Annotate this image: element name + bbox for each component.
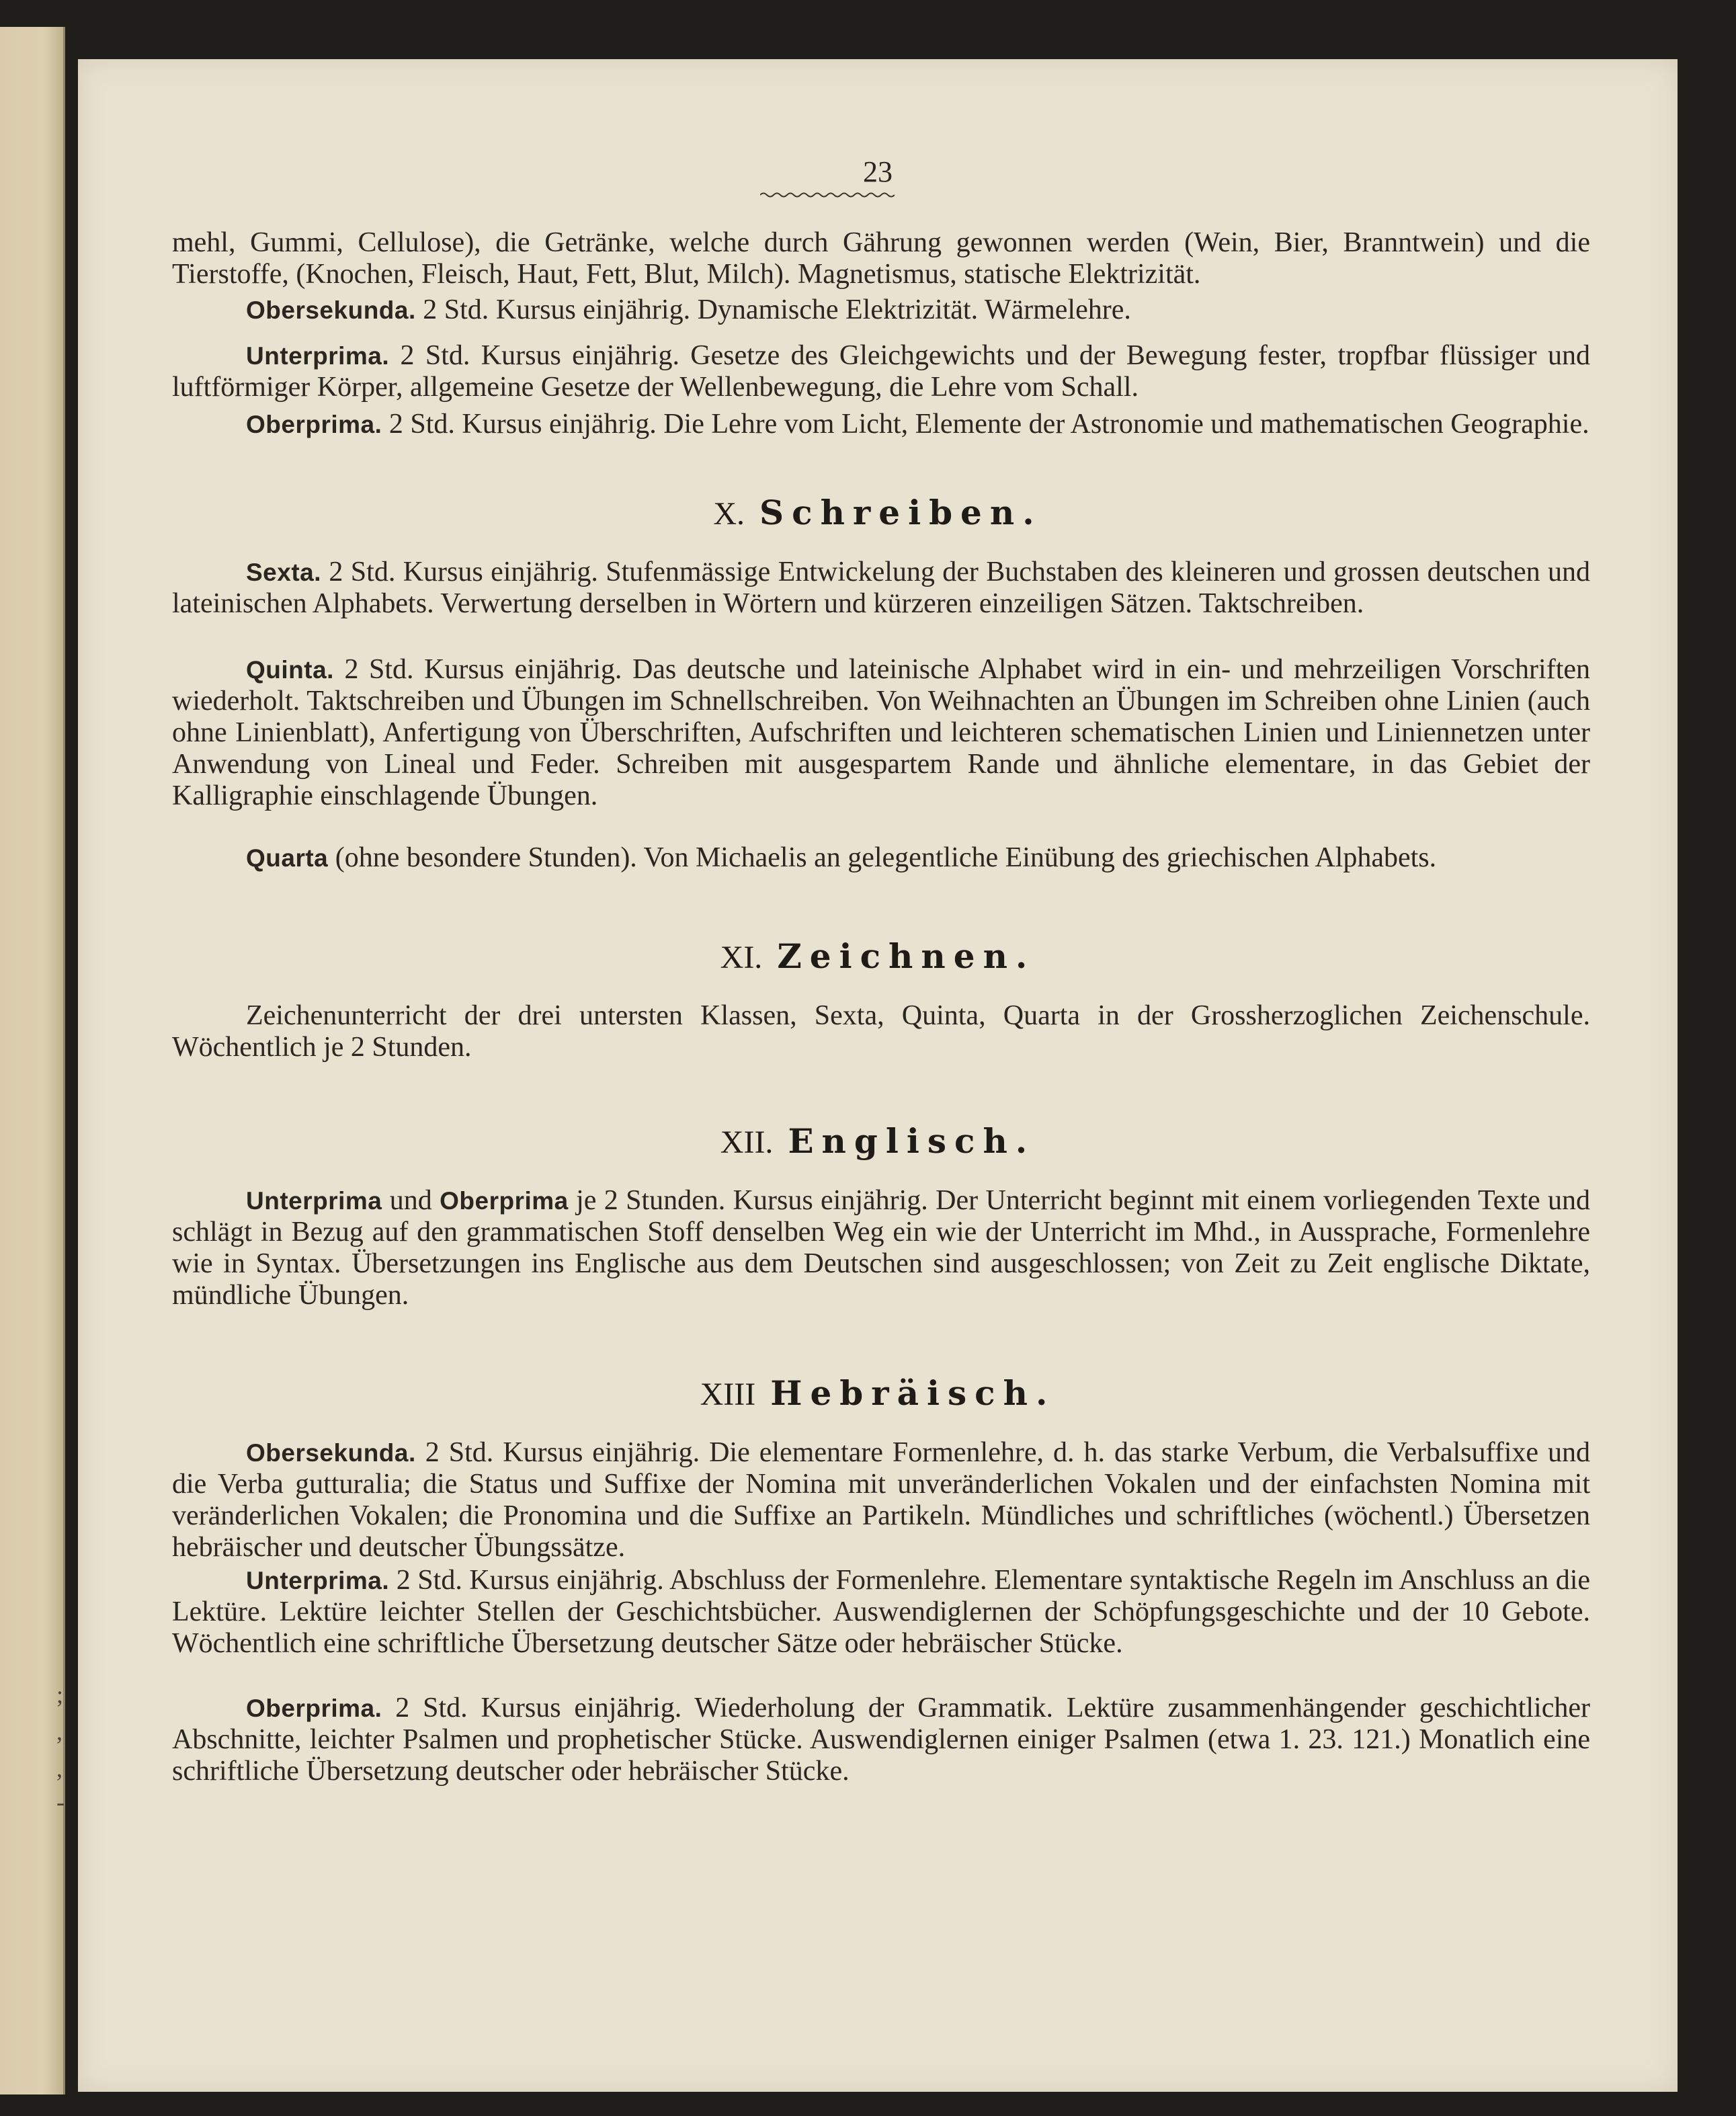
schreiben-quinta <box>172 654 1590 812</box>
section-number: XIII <box>700 1377 756 1412</box>
paragraph-text: 2 Std. Kursus einjährig. Das deutsche und lateinische Alphabet wird in ein- und mehrzeiligen Vorschriften wiederholt. Taktschreiben und Übungen im Schnellschreiben. Von Weihnachten an Übungen im Schreiben ohne Linien (auch ohne Linienblatt), Anfertigung von Überschriften, Aufschriften und leichteren schematischen Linien und Liniennetzen unter Anwendung von Lineal und Feder. Schreiben mit ausgespartem Rande und ähnliche elementare, in das Gebiet der Kalligraphie einschlagende Übungen. <box>172 654 1591 811</box>
class-label: Unterprima. <box>246 1567 390 1594</box>
paragraph-text: 2 Std. Kursus einjährig. Dynamische Elektrizität. Wärmelehre. <box>423 294 1131 325</box>
hebraeisch-oberprima <box>172 1693 1590 1787</box>
section-number: X. <box>713 496 745 532</box>
paragraph-text: 2 Std. Kursus einjährig. Stufenmässige Entwickelung der Buchstaben des kleineren und grossen deutschen und lateinischen Alphabets. Verwertung derselben in Wörtern und kürzeren einzeiligen Sätzen. Taktschreiben. <box>172 557 1591 619</box>
paragraph-text: je 2 Stunden. Kursus einjährig. Der Unterricht beginnt mit einem vorliegenden Texte und schlägt in Bezug auf den grammatischen Stoff denselben Weg ein wie der Unterricht im Mhd., in Aussprache, Formenlehre wie in Syntax. Übersetzungen ins Englische aus dem Deutschen sind ausgeschlossen; von Zeit zu Zeit englische Diktate, mündliche Übungen. <box>172 1185 1590 1311</box>
section-number: XI. <box>720 940 763 975</box>
zeichnen-paragraph: Zeichenunterricht der drei untersten Klassen, Sexta, Quinta, Quarta in der Grossherzoglichen Zeichenschule. Wöchentlich je 2 Stunden. <box>172 1000 1590 1063</box>
class-label: Quinta. <box>246 656 334 684</box>
physik-unterprima <box>172 340 1590 403</box>
class-label: Unterprima <box>246 1187 382 1215</box>
physik-oberprima <box>172 409 1590 440</box>
margin-mark: , <box>56 1755 63 1782</box>
margin-mark: , <box>56 1718 63 1745</box>
paragraph-text: (ohne besondere Stunden). Von Michaelis an gelegentliche Einübung des griechischen Alphabets. <box>335 842 1437 873</box>
connector-word: und <box>389 1185 432 1216</box>
section-title: Schreiben. <box>759 493 1042 532</box>
section-heading-hebraeisch <box>78 1373 1678 1413</box>
englisch-paragraph <box>172 1185 1590 1311</box>
section-heading-zeichnen <box>78 936 1678 976</box>
hebraeisch-unterprima <box>172 1565 1590 1660</box>
intro-paragraph: mehl, Gummi, Cellulose), die Getränke, welche durch Gährung gewonnen werden (Wein, Bier, Branntwein) und die Tierstoffe, (Knochen, Fleisch, Haut, Fett, Blut, Milch). Magnetismus, statische Elektrizität. <box>172 227 1590 290</box>
paragraph-text: 2 Std. Kursus einjährig. Wiederholung der Grammatik. Lektüre zusammenhängender geschichtlicher Abschnitte, leichter Psalmen und prophetischer Stücke. Auswendiglernen einiger Psalmen (etwa 1. 23. 121.) Monatlich eine schriftliche Übersetzung deutscher oder hebräischer Stücke. <box>172 1693 1590 1787</box>
ornament-rule <box>760 190 895 200</box>
section-number: XII. <box>720 1125 774 1160</box>
section-title: Zeichnen. <box>777 936 1036 976</box>
section-title: Hebräisch. <box>770 1373 1056 1413</box>
class-label: Oberprima. <box>246 411 382 438</box>
class-label: Obersekunda. <box>246 296 416 324</box>
page-number: 23 <box>863 155 893 188</box>
section-title: Englisch. <box>788 1121 1036 1161</box>
class-label: Unterprima. <box>246 342 390 370</box>
schreiben-sexta <box>172 557 1590 620</box>
paragraph-text: 2 Std. Kursus einjährig. Die elementare Formenlehre, d. h. das starke Verbum, die Verbalsuffixe und die Verba gutturalia; die Status und Suffixe der Nomina mit unveränderlichen Vokalen und der einfachsten Nomina mit veränderlichen Vokalen; die Pronomina und die Suffixe an Partikeln. Mündliches und schriftliches (wöchentl.) Übersetzen hebräischer und deutscher Übungssätze. <box>172 1437 1591 1563</box>
book-page <box>78 59 1678 2092</box>
paragraph-text: 2 Std. Kursus einjährig. Gesetze des Gleichgewichts und der Bewegung fester, tropfbar flüssiger und luftförmiger Körper, allgemeine Gesetze der Wellenbewegung, die Lehre vom Schall. <box>172 340 1591 403</box>
section-heading-englisch <box>78 1121 1678 1161</box>
class-label: Obersekunda. <box>246 1439 416 1467</box>
paragraph-text: 2 Std. Kursus einjährig. Abschluss der Formenlehre. Elementare syntaktische Regeln im Anschluss an die Lektüre. Lektüre leichter Stellen der Geschichtsbücher. Auswendiglernen der Schöpfungsgeschichte und der 10 Gebote. Wöchentlich eine schriftliche Übersetzung deutscher Sätze oder hebräischer Stücke. <box>172 1565 1591 1659</box>
section-heading-schreiben <box>78 493 1678 532</box>
class-label: Oberprima <box>440 1187 569 1215</box>
class-label: Quarta <box>246 844 329 872</box>
margin-mark: ; <box>56 1681 64 1708</box>
hebraeisch-obersekunda <box>172 1437 1590 1563</box>
facing-page-edge <box>0 27 65 2094</box>
schreiben-quarta <box>172 842 1590 874</box>
margin-mark: - <box>56 1789 65 1816</box>
physik-obersekunda <box>172 294 1590 326</box>
class-label: Oberprima. <box>246 1695 382 1722</box>
paragraph-text: 2 Std. Kursus einjährig. Die Lehre vom Licht, Elemente der Astronomie und mathematischen Geographie. <box>388 409 1589 440</box>
class-label: Sexta. <box>246 559 322 586</box>
